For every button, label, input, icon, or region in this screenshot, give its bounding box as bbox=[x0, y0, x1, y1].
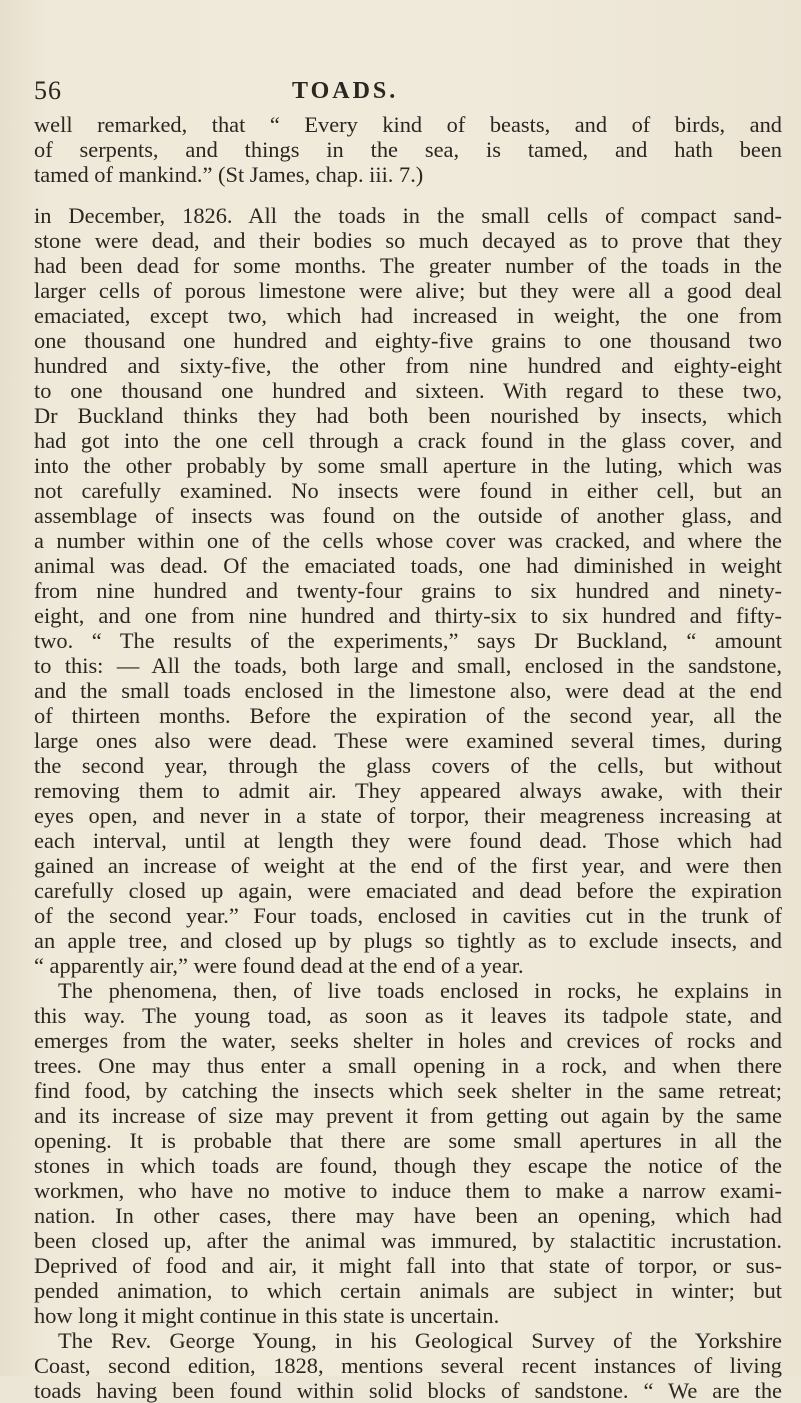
text-line: Deprived of food and air, it might fall into that state of torpor, or sus- bbox=[34, 1253, 782, 1278]
text-line: well remarked, that “ Every kind of beasts, and of birds, and bbox=[34, 112, 782, 137]
text-line: larger cells of porous limestone were alive; but they were all a good deal bbox=[34, 278, 782, 303]
text-line: workmen, who have no motive to induce them to make a narrow exami- bbox=[34, 1178, 782, 1203]
body-text bbox=[34, 203, 782, 1403]
text-line: animal was dead. Of the emaciated toads, one had diminished in weight bbox=[34, 553, 782, 578]
quote-paragraph bbox=[34, 112, 782, 187]
text-line: removing them to admit air. They appeared always awake, with their bbox=[34, 778, 782, 803]
text-line: emaciated, except two, which had increased in weight, the one from bbox=[34, 303, 782, 328]
text-line: emerges from the water, seeks shelter in holes and crevices of rocks and bbox=[34, 1028, 782, 1053]
text-line: toads having been found within solid blocks of sandstone. “ We are the bbox=[34, 1378, 782, 1403]
text-line: pended animation, to which certain animals are subject in winter; but bbox=[34, 1278, 782, 1303]
text-line: Dr Buckland thinks they had both been nourished by insects, which bbox=[34, 403, 782, 428]
running-title: TOADS. bbox=[292, 78, 399, 104]
text-line: this way. The young toad, as soon as it leaves its tadpole state, and bbox=[34, 1003, 782, 1028]
text-line: how long it might continue in this state is uncertain. bbox=[34, 1303, 500, 1328]
text-line: eight, and one from nine hundred and thirty-six to six hundred and fifty- bbox=[34, 603, 782, 628]
text-line: of thirteen months. Before the expiration of the second year, all the bbox=[34, 703, 782, 728]
text-line: one thousand one hundred and eighty-five grains to one thousand two bbox=[34, 328, 782, 353]
text-line: find food, by catching the insects which seek shelter in the same retreat; bbox=[34, 1078, 782, 1103]
text-line: and its increase of size may prevent it from getting out again by the same bbox=[34, 1103, 782, 1128]
text-line: an apple tree, and closed up by plugs so tightly as to exclude insects, and bbox=[34, 928, 782, 953]
running-head bbox=[0, 76, 801, 106]
text-line: and the small toads enclosed in the limestone also, were dead at the end bbox=[34, 678, 782, 703]
text-line: to this: — All the toads, both large and small, enclosed in the sandstone, bbox=[34, 653, 782, 678]
text-line: from nine hundred and twenty-four grains to six hundred and ninety- bbox=[34, 578, 782, 603]
text-line: of serpents, and things in the sea, is tamed, and hath been bbox=[34, 137, 782, 162]
text-line: stone were dead, and their bodies so much decayed as to prove that they bbox=[34, 228, 782, 253]
text-line: tamed of mankind.” (St James, chap. iii. 7.) bbox=[34, 162, 424, 187]
text-line: The phenomena, then, of live toads enclosed in rocks, he explains in bbox=[58, 978, 782, 1003]
text-line: eyes open, and never in a state of torpor, their meagreness increasing at bbox=[34, 803, 782, 828]
text-line: the second year, through the glass covers of the cells, but without bbox=[34, 753, 782, 778]
page-number: 56 bbox=[34, 76, 62, 105]
text-line: hundred and sixty-five, the other from nine hundred and eighty-eight bbox=[34, 353, 782, 378]
text-line: stones in which toads are found, though they escape the notice of the bbox=[34, 1153, 782, 1178]
text-line: to one thousand one hundred and sixteen. With regard to these two, bbox=[34, 378, 782, 403]
text-line: opening. It is probable that there are some small apertures in all the bbox=[34, 1128, 782, 1153]
text-line: of the second year.” Four toads, enclosed in cavities cut in the trunk of bbox=[34, 903, 782, 928]
text-line: carefully closed up again, were emaciated and dead before the expiration bbox=[34, 878, 782, 903]
text-line: The Rev. George Young, in his Geological Survey of the Yorkshire bbox=[58, 1328, 782, 1353]
text-line: two. “ The results of the experiments,” says Dr Buckland, “ amount bbox=[34, 628, 782, 653]
text-line: into the other probably by some small aperture in the luting, which was bbox=[34, 453, 782, 478]
text-line: not carefully examined. No insects were found in either cell, but an bbox=[34, 478, 782, 503]
text-line: assemblage of insects was found on the outside of another glass, and bbox=[34, 503, 782, 528]
text-line: each interval, until at length they were found dead. Those which had bbox=[34, 828, 782, 853]
text-line: a number within one of the cells whose cover was cracked, and where the bbox=[34, 528, 782, 553]
text-line: trees. One may thus enter a small opening in a rock, and when there bbox=[34, 1053, 782, 1078]
text-line: gained an increase of weight at the end of the first year, and were then bbox=[34, 853, 782, 878]
text-line: large ones also were dead. These were examined several times, during bbox=[34, 728, 782, 753]
text-line: “ apparently air,” were found dead at the end of a year. bbox=[34, 953, 524, 978]
text-line: had got into the one cell through a crack found in the glass cover, and bbox=[34, 428, 782, 453]
text-line: had been dead for some months. The greater number of the toads in the bbox=[34, 253, 782, 278]
text-line: in December, 1826. All the toads in the small cells of compact sand- bbox=[34, 203, 782, 228]
text-line: Coast, second edition, 1828, mentions several recent instances of living bbox=[34, 1353, 782, 1378]
text-line: been closed up, after the animal was immured, by stalactitic incrustation. bbox=[34, 1228, 782, 1253]
text-line: nation. In other cases, there may have been an opening, which had bbox=[34, 1203, 782, 1228]
